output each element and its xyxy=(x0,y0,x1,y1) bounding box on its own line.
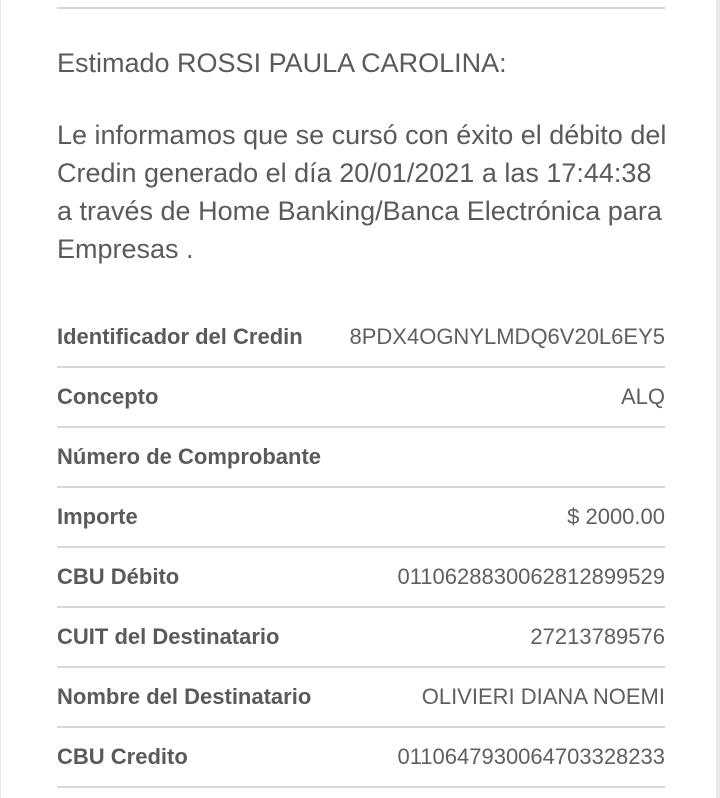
detail-value: ALQ xyxy=(620,384,665,409)
detail-row-importe xyxy=(57,488,665,548)
detail-row-cbu-credito xyxy=(57,728,665,788)
detail-value: 27213789576 xyxy=(530,624,665,649)
detail-row-comprobante xyxy=(57,428,665,488)
detail-value: 8PDX4OGNYLMDQ6V20L6EY5 xyxy=(349,324,665,349)
details-table xyxy=(57,308,665,788)
detail-label: Identificador del Credin xyxy=(57,324,303,349)
detail-label: Nombre del Destinatario xyxy=(57,684,312,709)
message-text: Le informamos que se cursó con éxito el débito del Credin generado el día 20/01/2021 a las 17:44:38 a través de Home Banking/Banca Electrónica para Empresas . xyxy=(57,120,667,264)
detail-row-credin-id xyxy=(57,308,665,368)
detail-value: OLIVIERI DIANA NOEMI xyxy=(421,684,665,709)
detail-row-concepto xyxy=(57,368,665,428)
detail-row-nombre-destinatario xyxy=(57,668,665,728)
detail-value: 0110647930064703328233 xyxy=(397,744,665,769)
detail-row-cbu-debito xyxy=(57,548,665,608)
detail-label: Concepto xyxy=(57,384,159,409)
detail-label: Número de Comprobante xyxy=(57,444,322,469)
detail-label: CUIT del Destinatario xyxy=(57,624,280,649)
greeting-text: Estimado ROSSI PAULA CAROLINA: xyxy=(57,48,507,78)
detail-label: CBU Credito xyxy=(57,744,188,769)
detail-label: Importe xyxy=(57,504,138,529)
detail-value: $ 2000.00 xyxy=(567,504,665,529)
email-card xyxy=(1,0,716,798)
divider xyxy=(57,7,665,9)
detail-label: CBU Débito xyxy=(57,564,180,589)
detail-value: 0110628830062812899529 xyxy=(397,564,665,589)
detail-row-cuit-destinatario xyxy=(57,608,665,668)
